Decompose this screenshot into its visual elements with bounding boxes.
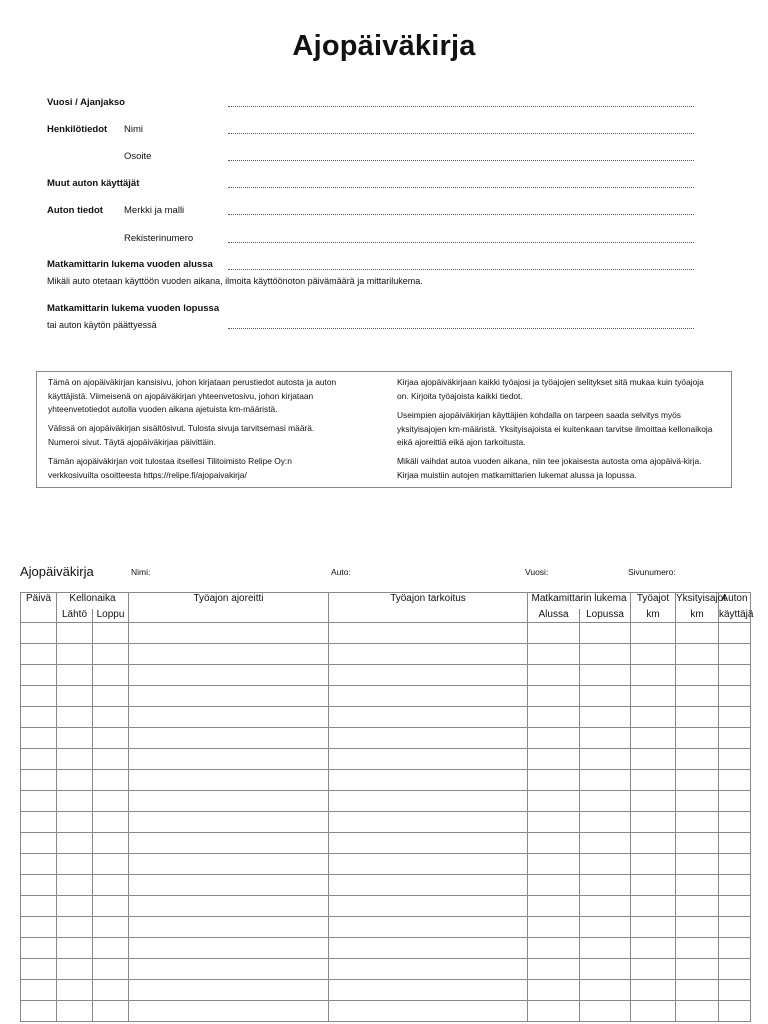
info-left-3: Tämän ajopäiväkirjan voit tulostaa itsellesi Tilitoimisto Relipe Oy:n verkkosivuilta osoitteesta https://relipe.fi/ajopaivakirja/ <box>48 456 292 480</box>
table-cell[interactable] <box>21 770 57 791</box>
table-cell[interactable] <box>631 791 676 812</box>
table-cell[interactable] <box>580 728 631 749</box>
table-cell[interactable] <box>57 896 93 917</box>
table-cell[interactable] <box>21 959 57 980</box>
table-cell[interactable] <box>719 749 751 770</box>
table-cell[interactable] <box>93 854 129 875</box>
table-cell[interactable] <box>129 854 329 875</box>
table-cell[interactable] <box>21 1001 57 1022</box>
table-cell[interactable] <box>719 728 751 749</box>
table-cell[interactable] <box>329 644 528 665</box>
table-cell[interactable] <box>21 812 57 833</box>
table-row <box>21 896 751 917</box>
col-route: Työajon ajoreitti <box>129 593 329 623</box>
table-cell[interactable] <box>631 707 676 728</box>
table-cell[interactable] <box>631 623 676 644</box>
table-cell[interactable] <box>57 959 93 980</box>
table-cell[interactable] <box>719 917 751 938</box>
table-cell[interactable] <box>21 728 57 749</box>
table-cell[interactable] <box>580 707 631 728</box>
table-cell[interactable] <box>129 791 329 812</box>
table-cell[interactable] <box>21 791 57 812</box>
table-cell[interactable] <box>21 875 57 896</box>
table-row <box>21 854 751 875</box>
table-cell[interactable] <box>129 686 329 707</box>
col-user-2: käyttäjä <box>719 609 751 623</box>
table-row <box>21 728 751 749</box>
table-cell[interactable] <box>528 686 580 707</box>
table-cell[interactable] <box>93 791 129 812</box>
table-cell[interactable] <box>580 833 631 854</box>
table-cell[interactable] <box>580 644 631 665</box>
table-cell[interactable] <box>580 875 631 896</box>
table-cell[interactable] <box>57 980 93 1001</box>
table-row <box>21 980 751 1001</box>
col-purpose: Työajon tarkoitus <box>329 593 528 623</box>
table-cell[interactable] <box>93 728 129 749</box>
table-cell[interactable] <box>21 749 57 770</box>
table-cell[interactable] <box>631 686 676 707</box>
period-label: Vuosi / Ajanjakso <box>47 97 125 108</box>
table-cell[interactable] <box>676 812 719 833</box>
table-cell[interactable] <box>676 665 719 686</box>
table-cell[interactable] <box>93 938 129 959</box>
table-cell[interactable] <box>329 728 528 749</box>
table-cell[interactable] <box>329 707 528 728</box>
table-cell[interactable] <box>129 917 329 938</box>
table-cell[interactable] <box>329 812 528 833</box>
table-cell[interactable] <box>580 812 631 833</box>
table-cell[interactable] <box>631 833 676 854</box>
table-cell[interactable] <box>676 896 719 917</box>
table-cell[interactable] <box>580 791 631 812</box>
table-cell[interactable] <box>129 938 329 959</box>
table-cell[interactable] <box>580 959 631 980</box>
table-cell[interactable] <box>21 644 57 665</box>
table-row <box>21 833 751 854</box>
table-cell[interactable] <box>329 686 528 707</box>
log-car-label: Auto: <box>331 567 351 577</box>
table-cell[interactable] <box>57 623 93 644</box>
table-cell[interactable] <box>129 749 329 770</box>
table-cell[interactable] <box>57 686 93 707</box>
table-cell[interactable] <box>528 1001 580 1022</box>
table-cell[interactable] <box>329 854 528 875</box>
table-cell[interactable] <box>93 1001 129 1022</box>
make-model-label: Merkki ja malli <box>124 205 185 216</box>
other-users-label: Muut auton käyttäjät <box>47 178 140 189</box>
table-row <box>21 917 751 938</box>
table-cell[interactable] <box>93 812 129 833</box>
table-cell[interactable] <box>57 812 93 833</box>
address-label: Osoite <box>124 151 152 162</box>
table-cell[interactable] <box>329 980 528 1001</box>
personal-label: Henkilötiedot <box>47 124 108 135</box>
table-cell[interactable] <box>528 728 580 749</box>
table-row <box>21 623 751 644</box>
table-cell[interactable] <box>129 707 329 728</box>
reg-label: Rekisterinumero <box>124 233 194 244</box>
table-row <box>21 707 751 728</box>
table-cell[interactable] <box>93 707 129 728</box>
table-cell[interactable] <box>676 791 719 812</box>
table-cell[interactable] <box>676 623 719 644</box>
col-depart: Lähtö <box>57 609 93 623</box>
table-cell[interactable] <box>676 875 719 896</box>
other-users-field[interactable] <box>228 187 694 188</box>
reg-field[interactable] <box>228 242 694 243</box>
table-cell[interactable] <box>719 644 751 665</box>
address-field[interactable] <box>228 160 694 161</box>
table-cell[interactable] <box>719 959 751 980</box>
table-cell[interactable] <box>329 770 528 791</box>
table-cell[interactable] <box>528 854 580 875</box>
table-cell[interactable] <box>93 749 129 770</box>
col-user-1: Auton <box>719 593 751 609</box>
table-cell[interactable] <box>129 1001 329 1022</box>
info-left-2: Välissä on ajopäiväkirjan sisältösivut. Tulosta sivuja tarvitsemasi määrä. Numeroi sivut. Täytä ajopäiväkirjaa päivittäin. <box>48 423 315 447</box>
table-cell[interactable] <box>676 959 719 980</box>
table-cell[interactable] <box>719 707 751 728</box>
col-day: Päivä <box>21 593 57 609</box>
table-cell[interactable] <box>93 917 129 938</box>
table-cell[interactable] <box>329 917 528 938</box>
table-cell[interactable] <box>329 749 528 770</box>
table-cell[interactable] <box>21 938 57 959</box>
table-cell[interactable] <box>93 770 129 791</box>
table-cell[interactable] <box>631 875 676 896</box>
table-cell[interactable] <box>631 896 676 917</box>
table-cell[interactable] <box>57 791 93 812</box>
table-cell[interactable] <box>129 959 329 980</box>
table-cell[interactable] <box>129 770 329 791</box>
table-cell[interactable] <box>329 938 528 959</box>
table-cell[interactable] <box>57 938 93 959</box>
table-cell[interactable] <box>631 1001 676 1022</box>
table-cell[interactable] <box>21 833 57 854</box>
table-cell[interactable] <box>57 833 93 854</box>
col-private-km-1: Yksityisajot <box>676 593 719 609</box>
table-cell[interactable] <box>719 896 751 917</box>
table-cell[interactable] <box>528 980 580 1001</box>
info-right-2: Useimpien ajopäiväkirjan käyttäjien kohdalla on tarpeen saada selvitys myös yksityisajojen km-määristä. Yksityisajoista ei kuitenkaan tarvitse ilmoittaa kellonaikoja eikä ajoreittiä eikä ajon tarkoitusta. <box>397 410 713 447</box>
table-cell[interactable] <box>676 833 719 854</box>
table-cell[interactable] <box>528 833 580 854</box>
table-cell[interactable] <box>93 686 129 707</box>
odo-end-note: tai auton käytön päättyessä <box>47 320 157 330</box>
table-row <box>21 938 751 959</box>
table-cell[interactable] <box>580 917 631 938</box>
table-cell[interactable] <box>580 665 631 686</box>
odo-end-label: Matkamittarin lukema vuoden lopussa <box>47 303 220 314</box>
table-cell[interactable] <box>93 623 129 644</box>
table-cell[interactable] <box>528 896 580 917</box>
table-cell[interactable] <box>57 917 93 938</box>
table-cell[interactable] <box>129 644 329 665</box>
table-cell[interactable] <box>329 623 528 644</box>
table-cell[interactable] <box>329 1001 528 1022</box>
table-cell[interactable] <box>21 686 57 707</box>
table-cell[interactable] <box>676 728 719 749</box>
table-cell[interactable] <box>57 749 93 770</box>
table-cell[interactable] <box>719 938 751 959</box>
col-finish: Lopussa <box>580 609 631 623</box>
name-field[interactable] <box>228 133 694 134</box>
make-model-field[interactable] <box>228 214 694 215</box>
table-cell[interactable] <box>129 896 329 917</box>
table-row <box>21 1001 751 1022</box>
table-row <box>21 791 751 812</box>
table-cell[interactable] <box>129 812 329 833</box>
table-cell[interactable] <box>21 707 57 728</box>
table-cell[interactable] <box>631 812 676 833</box>
col-work-km-2: km <box>631 609 676 623</box>
table-cell[interactable] <box>93 959 129 980</box>
table-cell[interactable] <box>528 749 580 770</box>
table-cell[interactable] <box>719 686 751 707</box>
table-cell[interactable] <box>719 833 751 854</box>
table-cell[interactable] <box>528 959 580 980</box>
table-cell[interactable] <box>676 1001 719 1022</box>
table-cell[interactable] <box>631 917 676 938</box>
table-cell[interactable] <box>528 707 580 728</box>
table-cell[interactable] <box>676 938 719 959</box>
log-title: Ajopäiväkirja <box>20 564 94 579</box>
table-cell[interactable] <box>676 707 719 728</box>
table-cell[interactable] <box>21 917 57 938</box>
table-row <box>21 770 751 791</box>
table-cell[interactable] <box>57 644 93 665</box>
log-year-label: Vuosi: <box>525 567 549 577</box>
table-row <box>21 959 751 980</box>
table-cell[interactable] <box>719 1001 751 1022</box>
table-cell[interactable] <box>129 980 329 1001</box>
table-cell[interactable] <box>329 896 528 917</box>
table-cell[interactable] <box>719 980 751 1001</box>
table-cell[interactable] <box>719 623 751 644</box>
table-cell[interactable] <box>580 896 631 917</box>
table-cell[interactable] <box>129 833 329 854</box>
col-day-sub <box>21 609 57 623</box>
table-cell[interactable] <box>329 875 528 896</box>
table-cell[interactable] <box>580 686 631 707</box>
table-cell[interactable] <box>676 644 719 665</box>
log-page-label: Sivunumero: <box>628 567 676 577</box>
table-cell[interactable] <box>676 686 719 707</box>
table-cell[interactable] <box>631 749 676 770</box>
table-cell[interactable] <box>21 665 57 686</box>
table-cell[interactable] <box>580 623 631 644</box>
table-cell[interactable] <box>329 665 528 686</box>
table-row <box>21 644 751 665</box>
period-field[interactable] <box>228 106 694 107</box>
table-cell[interactable] <box>57 728 93 749</box>
info-right-3: Mikäli vaihdat autoa vuoden aikana, niin tee jokaisesta autosta oma ajopäivä-kirja. Kirjaa muistiin autojen matkamittarien lukemat alussa ja lopussa. <box>397 456 702 480</box>
table-cell[interactable] <box>528 623 580 644</box>
name-label: Nimi <box>124 124 143 135</box>
odo-start-label: Matkamittarin lukema vuoden alussa <box>47 259 213 270</box>
table-cell[interactable] <box>57 1001 93 1022</box>
odo-start-field[interactable] <box>228 269 694 270</box>
table-cell[interactable] <box>676 854 719 875</box>
table-cell[interactable] <box>93 875 129 896</box>
table-cell[interactable] <box>580 1001 631 1022</box>
table-cell[interactable] <box>21 854 57 875</box>
info-left-1: Tämä on ajopäiväkirjan kansisivu, johon kirjataan perustiedot autosta ja auton käyttäjistä. Viimeisenä on ajopäiväkirjan yhteenvetosivu, johon kirjataan yhteenvetotiedot autolla vuoden aikana ajetuista km-määristä. <box>48 377 337 414</box>
table-cell[interactable] <box>129 665 329 686</box>
col-odometer: Matkamittarin lukema <box>528 593 631 609</box>
table-cell[interactable] <box>129 875 329 896</box>
car-label: Auton tiedot <box>47 205 103 216</box>
log-table <box>20 592 754 1022</box>
table-row <box>21 686 751 707</box>
table-cell[interactable] <box>528 644 580 665</box>
table-cell[interactable] <box>57 665 93 686</box>
info-right-1: Kirjaa ajopäiväkirjaan kaikki työajosi ja työajojen selitykset sitä mukaa kuin työajoja on. Kirjoita työajoista kaikki tiedot. <box>397 377 704 401</box>
table-cell[interactable] <box>21 896 57 917</box>
log-name-label: Nimi: <box>131 567 151 577</box>
table-cell[interactable] <box>528 917 580 938</box>
table-cell[interactable] <box>93 833 129 854</box>
table-cell[interactable] <box>676 749 719 770</box>
table-cell[interactable] <box>631 728 676 749</box>
col-private-km-2: km <box>676 609 719 623</box>
col-time: Kellonaika <box>57 593 129 609</box>
odo-end-field[interactable] <box>228 328 694 329</box>
table-cell[interactable] <box>631 770 676 791</box>
table-cell[interactable] <box>57 770 93 791</box>
document-title: Ajopäiväkirja <box>292 30 476 62</box>
table-cell[interactable] <box>93 980 129 1001</box>
table-row <box>21 665 751 686</box>
table-cell[interactable] <box>129 623 329 644</box>
table-cell[interactable] <box>580 749 631 770</box>
table-cell[interactable] <box>631 938 676 959</box>
table-cell[interactable] <box>719 770 751 791</box>
table-cell[interactable] <box>329 791 528 812</box>
table-cell[interactable] <box>631 980 676 1001</box>
table-cell[interactable] <box>719 875 751 896</box>
table-cell[interactable] <box>329 959 528 980</box>
table-cell[interactable] <box>719 812 751 833</box>
table-row <box>21 875 751 896</box>
table-cell[interactable] <box>129 728 329 749</box>
table-cell[interactable] <box>580 854 631 875</box>
table-cell[interactable] <box>580 938 631 959</box>
table-cell[interactable] <box>93 644 129 665</box>
table-row <box>21 812 751 833</box>
table-cell[interactable] <box>57 854 93 875</box>
table-cell[interactable] <box>631 665 676 686</box>
table-cell[interactable] <box>528 938 580 959</box>
table-cell[interactable] <box>580 770 631 791</box>
table-cell[interactable] <box>21 980 57 1001</box>
table-cell[interactable] <box>57 707 93 728</box>
table-cell[interactable] <box>93 665 129 686</box>
table-cell[interactable] <box>676 917 719 938</box>
table-cell[interactable] <box>719 665 751 686</box>
table-cell[interactable] <box>631 854 676 875</box>
table-cell[interactable] <box>631 644 676 665</box>
table-row <box>21 749 751 770</box>
table-cell[interactable] <box>528 875 580 896</box>
table-cell[interactable] <box>676 770 719 791</box>
table-cell[interactable] <box>528 665 580 686</box>
table-cell[interactable] <box>528 791 580 812</box>
table-cell[interactable] <box>580 980 631 1001</box>
col-start: Alussa <box>528 609 580 623</box>
table-cell[interactable] <box>676 980 719 1001</box>
col-end: Loppu <box>93 609 129 623</box>
table-cell[interactable] <box>329 833 528 854</box>
table-cell[interactable] <box>93 896 129 917</box>
table-cell[interactable] <box>719 854 751 875</box>
table-cell[interactable] <box>631 959 676 980</box>
col-work-km-1: Työajot <box>631 593 676 609</box>
table-cell[interactable] <box>528 770 580 791</box>
odo-start-note: Mikäli auto otetaan käyttöön vuoden aikana, ilmoita käyttöönoton päivämäärä ja mittarilukema. <box>47 276 423 286</box>
table-cell[interactable] <box>21 623 57 644</box>
table-cell[interactable] <box>528 812 580 833</box>
table-cell[interactable] <box>57 875 93 896</box>
table-cell[interactable] <box>719 791 751 812</box>
